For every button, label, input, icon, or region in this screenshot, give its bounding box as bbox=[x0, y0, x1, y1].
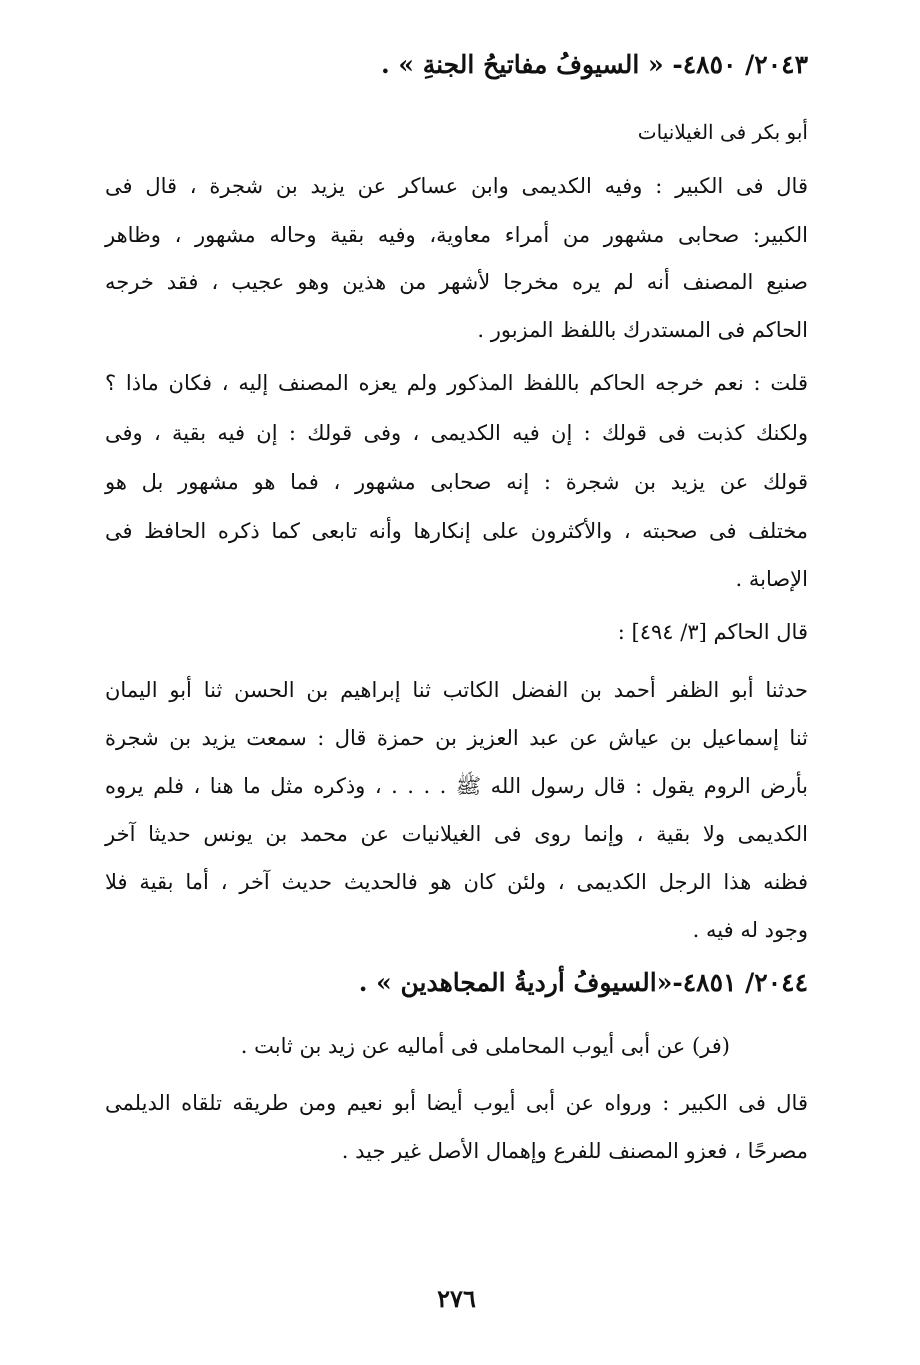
text-line: صنيع المصنف أنه لم يره مخرجا لأشهر من هذين وهو عجيب ، فقد خرجه bbox=[105, 270, 808, 294]
text-line: قال فى الكبير : وفيه الكديمى وابن عساكر عن يزيد بن شجرة ، قال فى bbox=[105, 174, 808, 198]
text-line: قلت : نعم خرجه الحاكم باللفظ المذكور ولم يعزه المصنف إليه ، فكان ماذا ؟ bbox=[105, 371, 808, 395]
text-line: حدثنا أبو الظفر أحمد بن الفضل الكاتب ثنا إبراهيم بن الحسن ثنا أبو اليمان bbox=[105, 678, 808, 702]
text-line: الكبير: صحابى مشهور من أمراء معاوية، وفيه بقية وحاله مشهور ، وظاهر bbox=[105, 223, 808, 247]
text-line: ثنا إسماعيل بن عياش عن عبد العزيز بن حمزة قال : سمعت يزيد بن شجرة bbox=[105, 726, 808, 750]
source-line: أبو بكر فى الغيلانيات bbox=[637, 120, 808, 144]
text-line: مصرحًا ، فعزو المصنف للفرع وإهمال الأصل غير جيد . bbox=[341, 1139, 808, 1163]
text-line: ولكنك كذبت فى قولك : إن فيه الكديمى ، وفى قولك : إن فيه بقية ، وفى bbox=[105, 421, 808, 445]
text-line: (فر) عن أبى أيوب المحاملى فى أماليه عن زيد بن ثابت . bbox=[240, 1034, 730, 1058]
text-line: الحاكم فى المستدرك باللفظ المزبور . bbox=[477, 318, 808, 342]
hadith-heading-2043: ٢٠٤٣/ ٤٨٥٠- « السيوفُ مفاتيحُ الجنةِ » . bbox=[380, 50, 808, 79]
hadith-heading-2044: ٢٠٤٤/ ٤٨٥١-«السيوفُ أرديةُ المجاهدين » . bbox=[358, 968, 808, 997]
page-number: ٢٧٦ bbox=[437, 1284, 476, 1313]
text-line: الإصابة . bbox=[735, 567, 808, 591]
text-line: مختلف فى صحبته ، والأكثرون على إنكارها وأنه تابعى كما ذكره الحافظ فى bbox=[105, 519, 808, 543]
text-line: قولك عن يزيد بن شجرة : إنه صحابى مشهور ، فما هو مشهور بل هو bbox=[105, 470, 808, 494]
text-line: بأرض الروم يقول : قال رسول الله ﷺ . . . . ، وذكره مثل ما هنا ، فلم يروه bbox=[105, 774, 808, 798]
text-line: قال الحاكم [٣/ ٤٩٤] : bbox=[617, 620, 808, 644]
text-line: الكديمى ولا بقية ، وإنما روى فى الغيلانيات عن محمد بن يونس حديثا آخر bbox=[105, 822, 808, 846]
text-line: فظنه هذا الرجل الكديمى ، ولئن كان هو فالحديث حديث آخر ، أما بقية فلا bbox=[105, 870, 808, 894]
text-line: قال فى الكبير : ورواه عن أبى أيوب أيضا أبو نعيم ومن طريقه تلقاه الديلمى bbox=[105, 1091, 808, 1115]
text-line: وجود له فيه . bbox=[692, 918, 808, 942]
